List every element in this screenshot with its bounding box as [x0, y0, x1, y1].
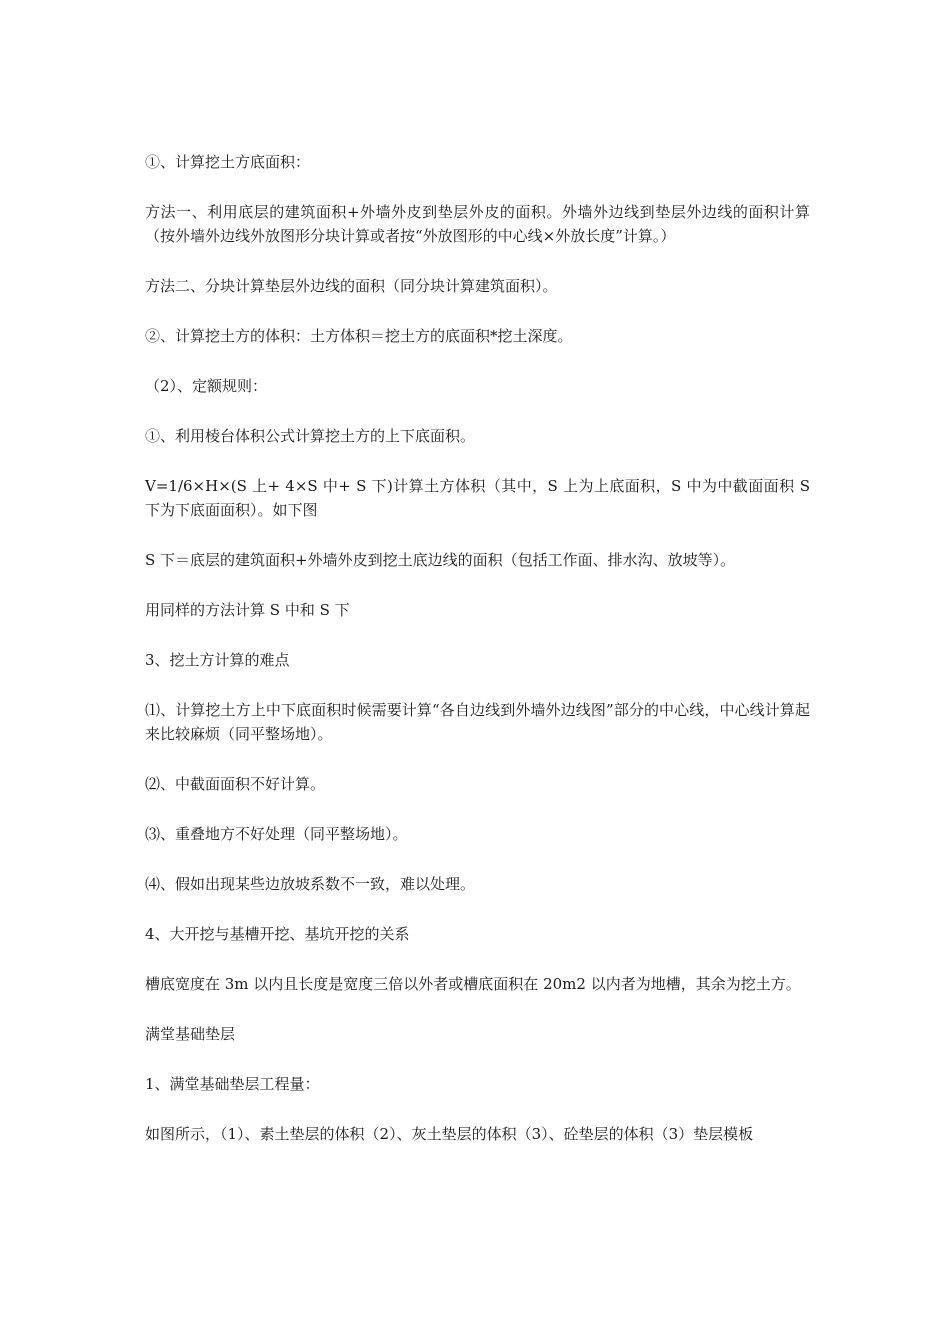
- paragraph: S 下＝底层的建筑面积+外墙外皮到挖土底边线的面积（包括工作面、排水沟、放坡等）。: [145, 551, 736, 569]
- paragraph: ⑴、计算挖土方上中下底面积时候需要计算“各自边线到外墙外边线图”部分的中心线，中心线计算起来比较麻烦（同平整场地）。: [145, 701, 810, 743]
- paragraph: （2）、定额规则：: [145, 377, 268, 395]
- paragraph: 用同样的方法计算 S 中和 S 下: [145, 601, 350, 619]
- paragraph: ⑵、中截面面积不好计算。: [145, 775, 326, 793]
- paragraph: ⑷、假如出现某些边放坡系数不一致，难以处理。: [145, 875, 476, 893]
- section-heading: 1、满堂基础垫层工程量：: [145, 1075, 320, 1093]
- paragraph: 方法二、分块计算垫层外边线的面积（同分块计算建筑面积）。: [145, 277, 558, 295]
- paragraph: ②、计算挖土方的体积：土方体积＝挖土方的底面积*挖土深度。: [145, 327, 573, 345]
- paragraph: 槽底宽度在 3m 以内且长度是宽度三倍以外者或槽底面积在 20m2 以内者为地槽，其余为挖土方。: [145, 975, 801, 993]
- section-heading: 3、挖土方计算的难点: [145, 651, 290, 669]
- paragraph: 方法一、利用底层的建筑面积+外墙外皮到垫层外皮的面积。外墙外边线到垫层外边线的面积计算（按外墙外边线外放图形分块计算或者按“外放图形的中心线×外放长度”计算。）: [145, 203, 810, 245]
- paragraph: V=1/6×H×(S 上+ 4×S 中+ S 下)计算土方体积（其中，S 上为上底面积，S 中为中截面面积 S 下为下底面面积）。如下图: [145, 477, 810, 519]
- document-body: [145, 150, 810, 1172]
- paragraph: 如图所示，（1）、素土垫层的体积（2）、灰土垫层的体积（3）、砼垫层的体积（3）垫层模板: [145, 1125, 754, 1143]
- section-heading: 4、大开挖与基槽开挖、基坑开挖的关系: [145, 925, 410, 943]
- paragraph: ①、利用棱台体积公式计算挖土方的上下底面积。: [145, 427, 476, 445]
- section-heading: 满堂基础垫层: [145, 1025, 236, 1043]
- paragraph: ①、计算挖土方底面积：: [145, 153, 311, 171]
- paragraph: ⑶、重叠地方不好处理（同平整场地）。: [145, 825, 408, 843]
